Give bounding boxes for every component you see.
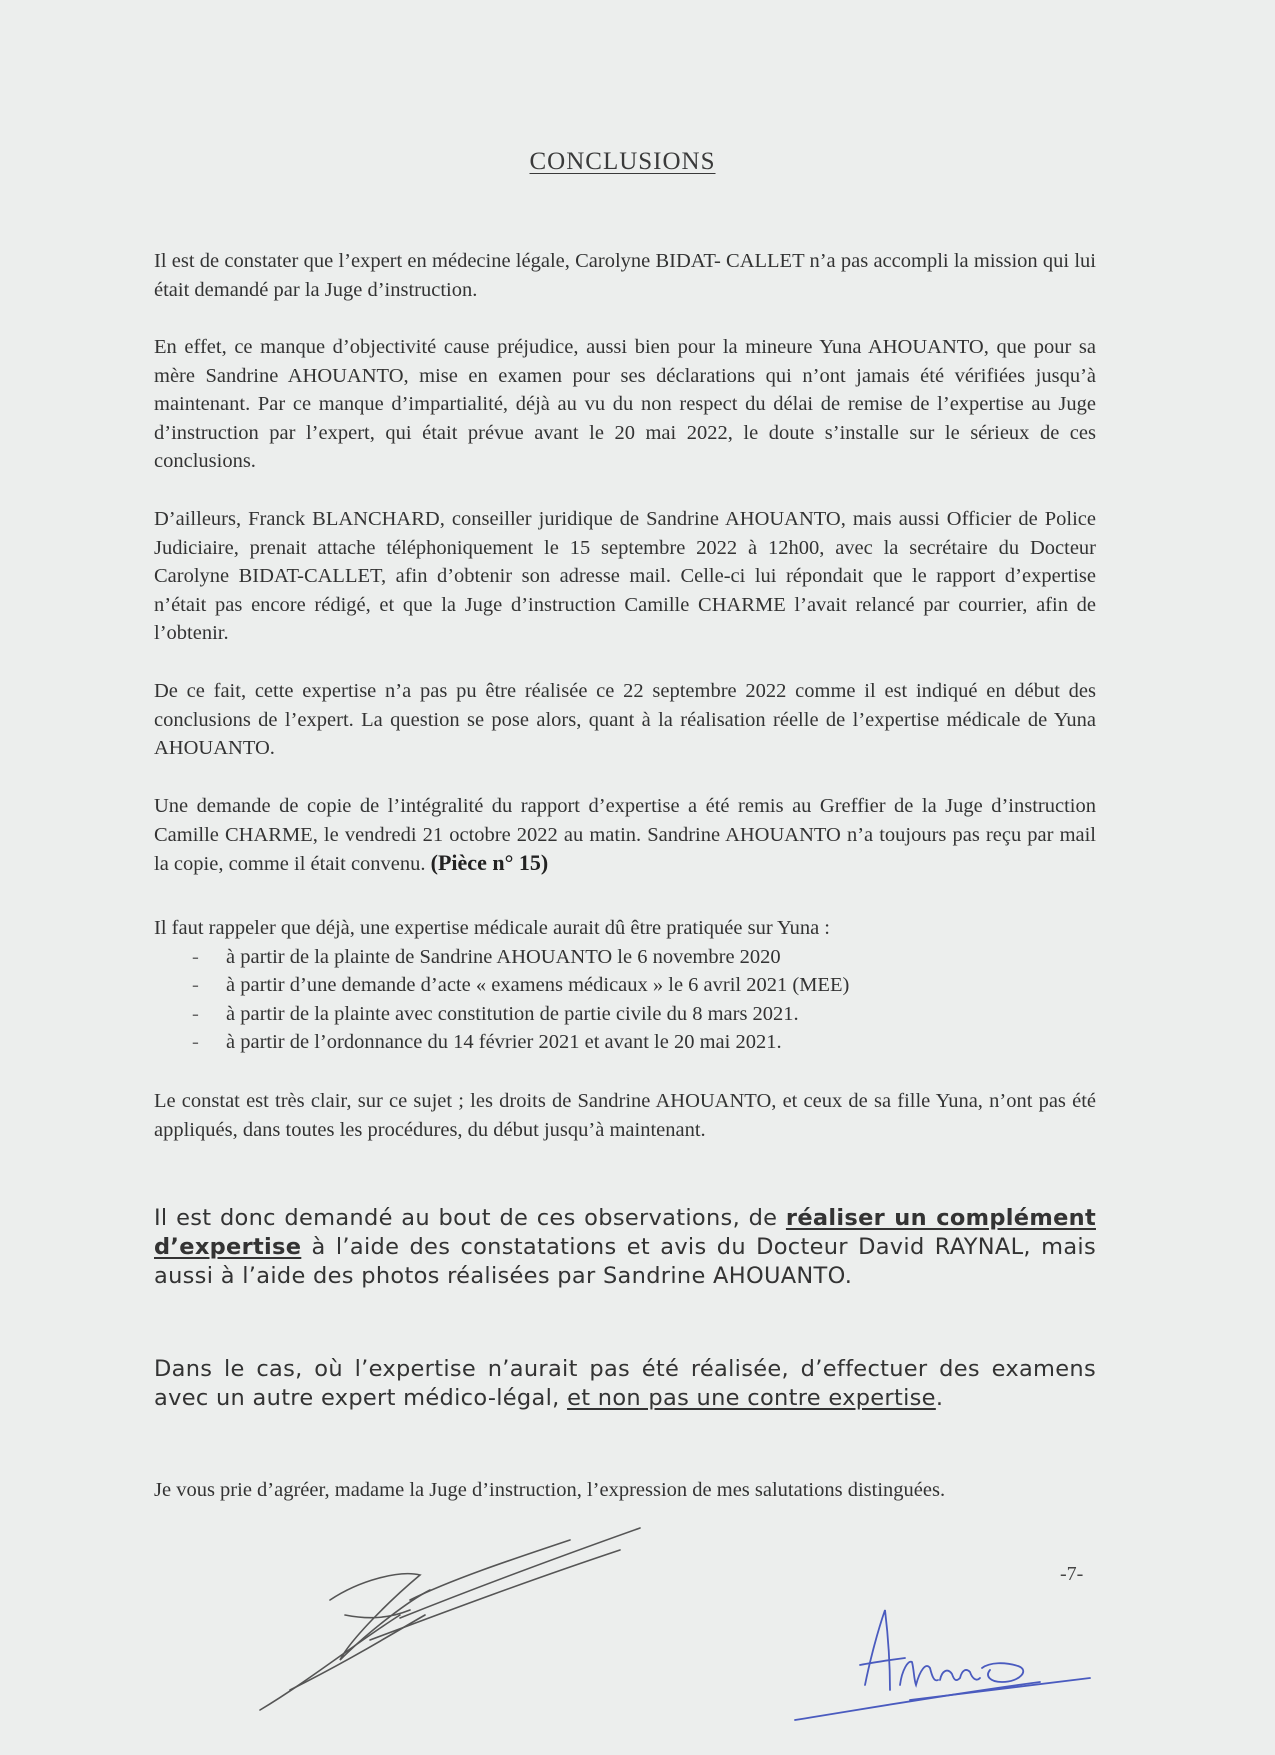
list-intro: Il faut rappeler que déjà, une expertise médicale aurait dû être pratiquée sur Yuna : [154, 917, 830, 939]
list-item [154, 1028, 1096, 1057]
list-item [154, 943, 1096, 972]
list-item-text: à partir de l’ordonnance du 14 février 2021 et avant le 20 mai 2021. [226, 1031, 782, 1053]
dash-bullet: - [192, 974, 199, 996]
request-highlight: réaliser un complément d’expertise [154, 1205, 1096, 1260]
signature-left [250, 1520, 670, 1720]
alternative-text-end: . [935, 1385, 944, 1411]
alternative-text-start: Dans le cas, où l’expertise n’aurait pas été réalisée, d’effectuer des examens avec un autre expert médico-légal, [154, 1356, 1096, 1411]
closing-paragraph: Je vous prie d’agréer, madame la Juge d’instruction, l’expression de mes salutations distinguées. [154, 1479, 946, 1501]
page-title: CONCLUSIONS [529, 148, 716, 175]
list-item [154, 971, 1096, 1000]
paragraph-5 [154, 792, 1096, 879]
request-text-start: Il est donc demandé au bout de ces observations, de [154, 1205, 778, 1231]
request-text-end: à l’aide des constatations et avis du Docteur David RAYNAL, mais aussi à l’aide des photos réalisées par Sandrine AHOUANTO. [154, 1234, 1096, 1289]
list-item-text: à partir de la plainte avec constitution de partie civile du 8 mars 2021. [226, 1002, 799, 1025]
paragraph-3: D’ailleurs, Franck BLANCHARD, conseiller juridique de Sandrine AHOUANTO, mais aussi Officier de Police Judiciaire, prenait attache téléphoniquement le 15 septembre 2022 à 12h00, avec la secrétaire du Docteur Carolyne BIDAT-CALLET, afin d’obtenir son adresse mail. Celle-ci lui répondait que le rapport d’expertise n’était pas encore rédigé, et que la Juge d’instruction Camille CHARME l’avait relancé par courrier, afin de l’obtenir. [154, 508, 1096, 644]
list-item [154, 1000, 1096, 1029]
dash-bullet: - [192, 1031, 199, 1053]
dash-bullet: - [192, 945, 199, 968]
page-number: -7- [1060, 1563, 1084, 1585]
list-item-text: à partir de la plainte de Sandrine AHOUANTO le 6 novembre 2020 [226, 945, 781, 968]
paragraph-4: De ce fait, cette expertise n’a pas pu être réalisée ce 22 septembre 2022 comme il est indiqué en début des conclusions de l’expert. La question se pose alors, quant à la réalisation réelle de l’expertise médicale de Yuna AHOUANTO. [154, 680, 1096, 759]
paragraph-7: Le constat est très clair, sur ce sujet ; les droits de Sandrine AHOUANTO, et ceux de sa fille Yuna, n’ont pas été appliqués, dans toutes les procédures, du début jusqu’à maintenant. [154, 1090, 1096, 1141]
exhibit-reference: (Pièce n° 15) [430, 850, 549, 875]
alternative-highlight: et non pas une contre expertise [567, 1385, 936, 1411]
paragraph-2: En effet, ce manque d’objectivité cause préjudice, aussi bien pour la mineure Yuna AHOUANTO, que pour sa mère Sandrine AHOUANTO, mise en examen pour ses déclarations qui n’ont jamais été vérifiées jusqu’à maintenant. Par ce manque d’impartialité, déjà au vu du non respect du délai de remise de l’expertise au Juge d’instruction par l’expert, qui était prévue avant le 20 mai 2022, le doute s’installe sur le sérieux de ces conclusions. [154, 336, 1096, 472]
signature-right [790, 1590, 1100, 1730]
list-item-text: à partir d’une demande d’acte « examens médicaux » le 6 avril 2021 (MEE) [226, 974, 850, 996]
dash-bullet: - [192, 1002, 199, 1025]
request-paragraph [154, 1204, 1096, 1291]
medical-exam-list [154, 914, 1096, 1057]
paragraph-5-text: Une demande de copie de l’intégralité du rapport d’expertise a été remis au Greffier de la Juge d’instruction Camille CHARME, le vendredi 21 octobre 2022 au matin. Sandrine AHOUANTO n’a toujours pas reçu par mail la copie, comme il était convenu. [154, 795, 1096, 875]
alternative-paragraph [154, 1355, 1096, 1413]
paragraph-1: Il est de constater que l’expert en médecine légale, Carolyne BIDAT- CALLET n’a pas accompli la mission qui lui était demandé par la Juge d’instruction. [154, 250, 1096, 301]
